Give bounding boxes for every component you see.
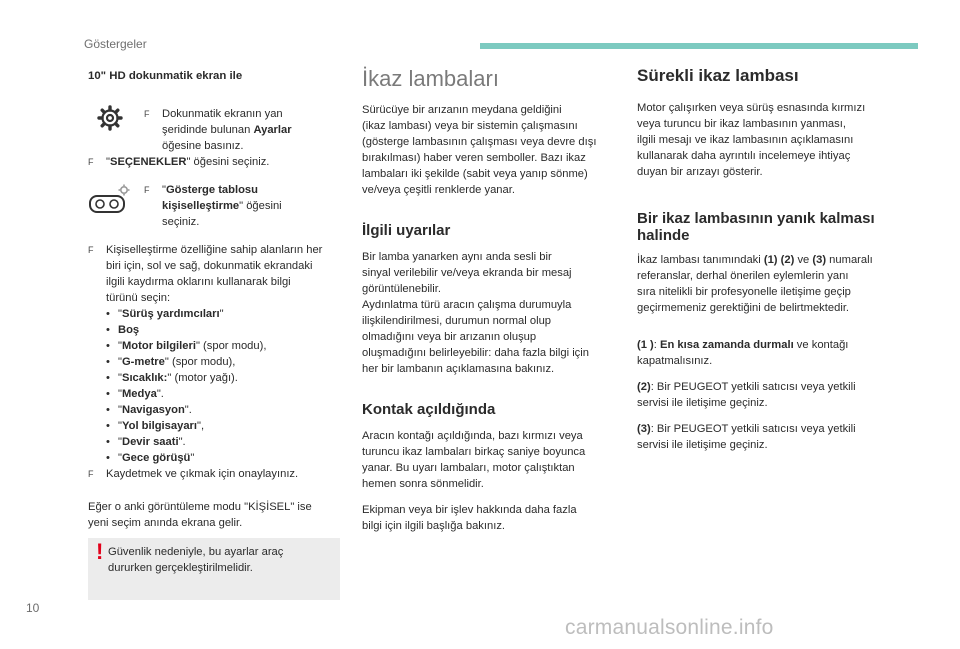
column-permanent-lamp <box>637 66 907 453</box>
arrow-bullet: F <box>88 157 94 167</box>
list-item: • "Devir saati". <box>106 434 344 450</box>
list-item: • "Sıcaklık:" (motor yağı). <box>106 370 344 386</box>
step-customize: F Kişiselleştirme özelliğine sahip alanların her biri için, sol ve sağ, dokunmatik ekrandaki ilgili kaydırma oklarını kullanarak bilgi türünü seçin: <box>88 244 323 304</box>
column-warning-lamps <box>362 66 612 534</box>
note-2: (2): Bir PEUGEOT yetkili satıcısı veya yetkili servisi ile iletişime geçiniz. <box>637 381 856 409</box>
warning-box <box>88 538 340 600</box>
gear-icon <box>96 104 124 137</box>
options-list <box>88 306 344 466</box>
page-title: İkaz lambaları <box>362 66 499 91</box>
step-dashboard-text: F "Gösterge tablosu kişiselleştirme" öğesini seçiniz. <box>144 184 282 228</box>
section-heading: Sürekli ikaz lambası <box>637 66 799 85</box>
arrow-bullet: F <box>88 245 94 255</box>
note-1: (1 ): En kısa zamanda durmalı ve kontağı kapatmalısınız. <box>637 339 849 367</box>
list-item: • "Yol bilgisayarı", <box>106 418 344 434</box>
related-heading: İlgili uyarılar <box>362 222 451 239</box>
page-number: 10 <box>26 601 40 615</box>
note-3: (3): Bir PEUGEOT yetkili satıcısı veya yetkili servisi ile iletişime geçiniz. <box>637 423 856 451</box>
section-title: Göstergeler <box>84 37 147 51</box>
list-item: • "Motor bilgileri" (spor modu), <box>106 338 344 354</box>
intro-text: Sürücüye bir arızanın meydana geldiğini (ikaz lambası) veya bir sistemin çalışmasını (gösterge lambasının çalışması veya devre dışı bırakılması) haber veren semboller. Bazı ikaz lambaları iki şekilde (sabit veya yanıp sönme) ve/veya çeşitli renklerde yanar. <box>362 104 597 196</box>
step-options: F "SEÇENEKLER" öğesini seçiniz. <box>88 156 270 168</box>
column-settings <box>88 68 344 531</box>
warning-icon: ! <box>96 539 104 564</box>
list-item: • "Gece görüşü" <box>106 450 344 466</box>
arrow-bullet: F <box>88 469 94 479</box>
list-item: • Boş <box>106 322 344 338</box>
step-settings-text: F Dokunmatik ekranın yan şeridinde bulunan Ayarlar öğesine basınız. <box>144 108 292 152</box>
arrow-bullet: F <box>144 109 150 119</box>
screen-heading: 10" HD dokunmatik ekran ile <box>88 70 243 82</box>
ignition-heading: Kontak açıldığında <box>362 401 496 418</box>
step-dashboard <box>88 170 344 230</box>
personal-mode-note: Eğer o anki görüntüleme modu "KİŞİSEL" ise yeni seçim anında ekrana gelir. <box>88 501 312 529</box>
warning-text: Güvenlik nedeniyle, bu ayarlar araç dururken gerçekleştirilmelidir. <box>108 546 284 574</box>
header-accent-bar <box>480 43 918 49</box>
lamp-on-text: İkaz lambası tanımındaki (1) (2) ve (3) numaralı referanslar, derhal önerilen eylemlerin yanı sıra nitelikli bir profesyonelle iletişime geçip geçirmemeniz gerektiğini de belirtmektedir. <box>637 254 873 314</box>
watermark: carmanualsonline.info <box>565 616 774 639</box>
permanent-intro: Motor çalışırken veya sürüş esnasında kırmızı veya turuncu bir ikaz lambasının yanması, ilgili mesajı ve ikaz lambasının açıklamasını kullanarak daha ayrıntılı incelemeye ihtiyaç duyan bir arızayı gösterir. <box>637 102 866 178</box>
arrow-bullet: F <box>144 185 150 195</box>
ignition-text: Aracın kontağı açıldığında, bazı kırmızı veya turuncu ikaz lambaları birkaç saniye boyunca yanar. Bu uyarı lambaları, motor çalıştıktan hemen sonra sönmelidir. <box>362 430 586 490</box>
list-item: • "Medya". <box>106 386 344 402</box>
ignition-text-2: Ekipman veya bir işlev hakkında daha fazla bilgi için ilgili başlığa bakınız. <box>362 504 577 532</box>
list-item: • "Sürüş yardımcıları" <box>106 306 344 322</box>
related-text: Bir lamba yanarken aynı anda sesli bir sinyal verilebilir ve/veya ekranda bir mesaj görüntülenebilir. Aydınlatma türü aracın çalışma durumuyla ilişkilendirilmesi, durumun normal olup olmadığını veya bir arızanın oluşup oluşmadığını belirleyebilir: daha fazla bilgi için her bir lambanın açıklamasına bakınız. <box>362 251 589 375</box>
lamp-on-heading: Bir ikaz lambasının yanık kalması halinde <box>637 210 875 244</box>
list-item: • "Navigasyon". <box>106 402 344 418</box>
list-item: • "G-metre" (spor modu), <box>106 354 344 370</box>
instrument-panel-icon <box>88 184 130 219</box>
step-settings <box>88 84 344 152</box>
step-confirm: F Kaydetmek ve çıkmak için onaylayınız. <box>88 468 299 480</box>
